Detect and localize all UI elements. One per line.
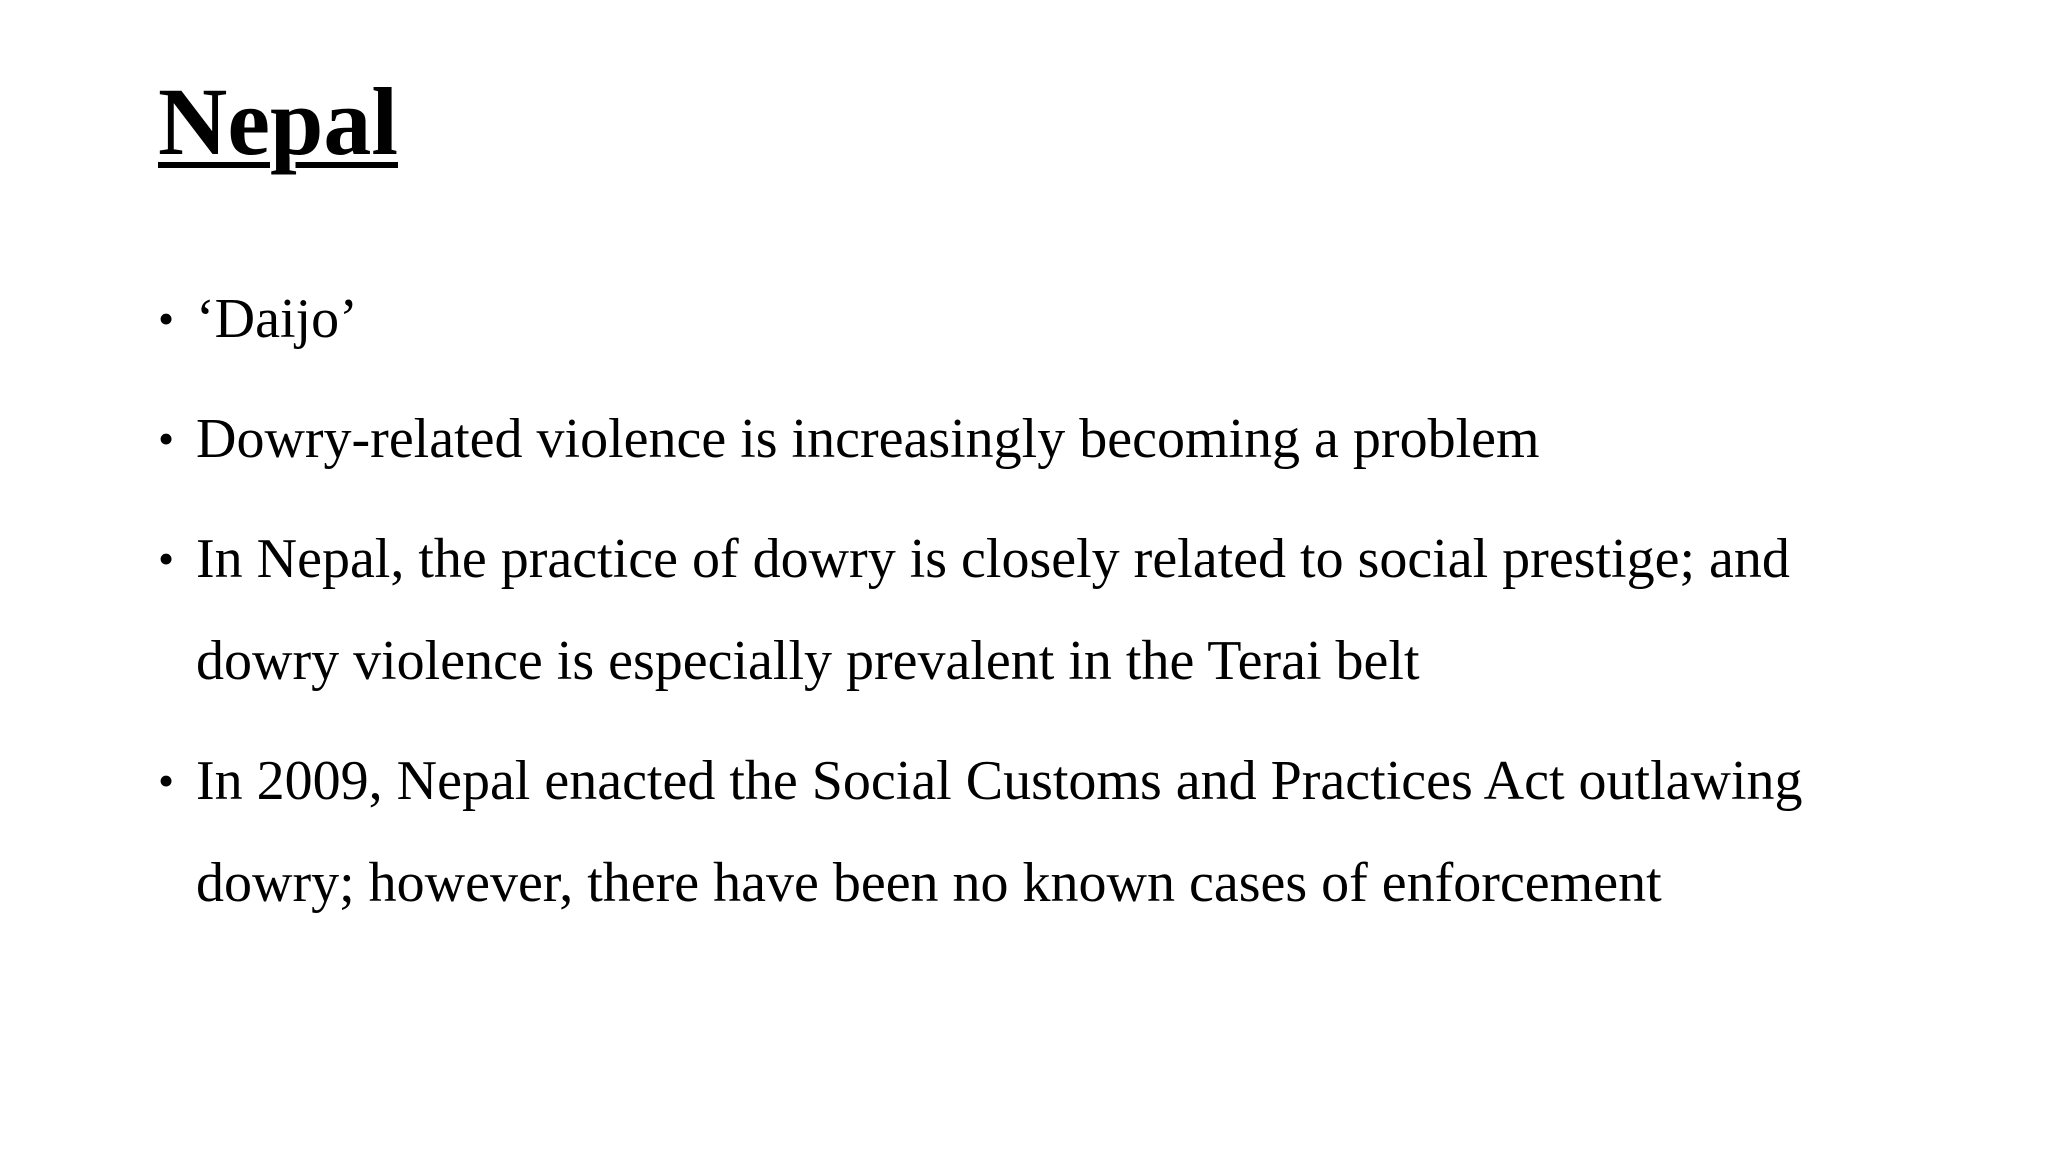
slide-title: Nepal	[158, 68, 398, 175]
bullet-point-icon: •	[158, 293, 175, 344]
bullet-text: ‘Daijo’	[196, 288, 358, 350]
bullet-item	[158, 388, 1878, 490]
bullet-item	[158, 730, 1878, 934]
bullet-point-icon: •	[158, 755, 175, 806]
bullet-list	[158, 268, 1878, 952]
bullet-item	[158, 508, 1878, 712]
bullet-text: In 2009, Nepal enacted the Social Customs and Practices Act outlawing dowry; however, there have been no known cases of enforcement	[196, 750, 1803, 914]
bullet-text: Dowry-related violence is increasingly becoming a problem	[196, 408, 1540, 470]
bullet-point-icon: •	[158, 413, 175, 464]
bullet-item	[158, 268, 1878, 370]
bullet-point-icon: •	[158, 533, 175, 584]
bullet-text: In Nepal, the practice of dowry is closely related to social prestige; and dowry violence is especially prevalent in the Terai belt	[196, 528, 1790, 692]
